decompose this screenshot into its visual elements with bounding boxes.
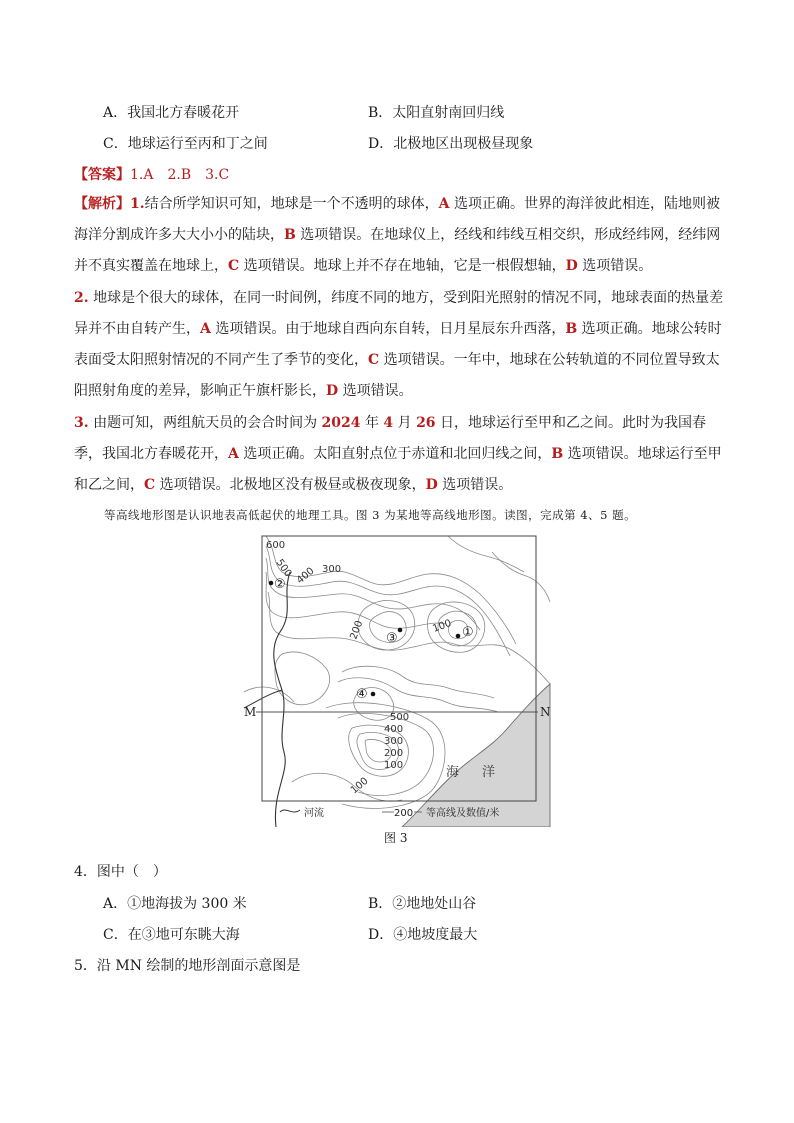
answer-values: 1.A 2.B 3.C bbox=[130, 167, 230, 183]
legend-contour-value: 200 bbox=[394, 808, 414, 819]
answer-line bbox=[74, 164, 229, 184]
label-n: N bbox=[540, 705, 551, 719]
option-a: A．我国北方春暖花开 bbox=[103, 105, 240, 121]
point-2-label: ② bbox=[274, 577, 286, 592]
analysis-tag: 【解析】 bbox=[74, 196, 130, 212]
question-5-stem: 5．沿 MN 绘制的地形剖面示意图是 bbox=[74, 958, 301, 974]
figure-intro: 等高线地形图是认识地表高低起伏的地理工具。图 3 为某地等高线地形图。读图，完成第 4、5 题。 bbox=[104, 508, 637, 522]
label-m: M bbox=[244, 705, 257, 719]
option-b: B．太阳直射南回归线 bbox=[368, 105, 505, 121]
contour-label: 200 bbox=[348, 619, 366, 642]
option-c: C．地球运行至丙和丁之间 bbox=[103, 136, 268, 152]
point-3-dot bbox=[398, 628, 403, 633]
q4-option-c: C．在③地可东眺大海 bbox=[103, 927, 240, 943]
option-d: D．北极地区出现极昼现象 bbox=[368, 136, 534, 152]
question-4-stem: 4．图中（ ） bbox=[74, 864, 167, 880]
option-letter: B bbox=[284, 227, 296, 243]
sea-label: 洋 bbox=[482, 765, 496, 780]
analysis-2-text: 选项错误。一年中，地球在公转轨道的不同位置导致太阳照射角度的差异，影响正午旗杆影长， bbox=[74, 352, 720, 399]
figure-caption: 图 3 bbox=[384, 831, 408, 845]
analysis-1-text: 选项正确。世界的海洋彼此相连，陆地则被海洋分割成许多大大小小的陆块， bbox=[74, 196, 720, 243]
analysis-3-text: 年 bbox=[360, 415, 384, 431]
contour-label: 400 bbox=[294, 565, 317, 587]
analysis-3-text: 由题可知，两组航天员的会合时间为 bbox=[93, 415, 322, 431]
option-letter: D bbox=[425, 477, 438, 493]
analysis-2-text: 地球是个很大的球体，在同一时间例，纬度不同的地方，受到阳光照射的情况不同，地球表面的热量差异并不由自转产生， bbox=[74, 290, 724, 337]
option-letter: B bbox=[551, 446, 564, 462]
point-1-label: ① bbox=[462, 625, 474, 640]
analysis-1-number: 1. bbox=[130, 196, 145, 212]
date-number: 2024 bbox=[321, 415, 361, 431]
contour-label: 300 bbox=[322, 564, 342, 575]
analysis-paragraph-2 bbox=[74, 283, 724, 407]
river-line bbox=[274, 572, 290, 827]
q4-option-b: B．②地地处山谷 bbox=[368, 896, 477, 912]
contour-map bbox=[242, 532, 552, 827]
contour-label: 500 bbox=[273, 557, 294, 580]
analysis-2-number: 2. bbox=[74, 290, 89, 306]
analysis-3-number: 3. bbox=[74, 415, 89, 431]
q4-option-a: A．①地海拔为 300 米 bbox=[103, 896, 247, 912]
legend-contour-text: 等高线及数值/米 bbox=[426, 808, 500, 819]
option-letter: B bbox=[565, 321, 578, 337]
contour-label: 300 bbox=[384, 736, 404, 747]
answer-tag: 【答案】 bbox=[74, 167, 130, 183]
date-number: 26 bbox=[416, 415, 436, 431]
option-letter: C bbox=[144, 477, 156, 493]
contour-label: 100 bbox=[431, 617, 453, 635]
point-2-dot bbox=[269, 581, 274, 586]
analysis-2-text: 选项正确。地球公转时表面受太阳照射情况的不同产生了季节的变化， bbox=[74, 321, 722, 368]
analysis-1-text: 选项错误。 bbox=[577, 258, 653, 274]
option-letter: A bbox=[228, 446, 239, 462]
analysis-3-text: 选项正确。太阳直射点位于赤道和北回归线之间， bbox=[238, 446, 552, 462]
point-4-label: ④ bbox=[356, 687, 368, 702]
analysis-3-text: 日，地球运行至甲和乙之间。此时为我国春季，我国北方春暖花开， bbox=[74, 415, 706, 462]
option-letter: A bbox=[438, 196, 450, 212]
analysis-2-text: 选项错误。 bbox=[338, 383, 413, 399]
date-number: 4 bbox=[383, 415, 394, 431]
point-3-label: ③ bbox=[386, 631, 398, 646]
q4-option-d: D．④地坡度最大 bbox=[368, 927, 478, 943]
contour-label: 200 bbox=[384, 748, 404, 759]
analysis-2-text: 选项错误。由于地球自西向东自转，日月星辰东升西落， bbox=[210, 321, 566, 337]
option-letter: D bbox=[326, 383, 339, 399]
option-letter: C bbox=[228, 258, 240, 274]
analysis-1-text: 结合所学知识可知，地球是一个不透明的球体， bbox=[144, 196, 439, 212]
option-letter: D bbox=[565, 258, 578, 274]
option-letter: A bbox=[200, 321, 211, 337]
contour-label: 400 bbox=[384, 724, 404, 735]
analysis-paragraph-3 bbox=[74, 408, 724, 501]
analysis-3-text: 选项错误。 bbox=[437, 477, 513, 493]
analysis-1-text: 选项错误。在地球仪上，经线和纬线互相交织，形成经纬网，经纬网并不真实覆盖在地球上， bbox=[74, 227, 721, 274]
analysis-3-text: 选项错误。北极地区没有极昼或极夜现象， bbox=[155, 477, 426, 493]
map-legend bbox=[280, 806, 499, 819]
option-letter: C bbox=[368, 352, 380, 368]
point-4-dot bbox=[371, 692, 376, 697]
contour-label: 100 bbox=[348, 775, 371, 797]
contour-label: 600 bbox=[266, 540, 286, 551]
point-1-dot bbox=[456, 634, 461, 639]
analysis-1-text: 选项错误。地球上并不存在地轴，它是一根假想轴， bbox=[239, 258, 566, 274]
legend-river-symbol bbox=[280, 810, 300, 812]
analysis-3-text: 月 bbox=[393, 415, 417, 431]
sea-label: 海 bbox=[446, 765, 460, 780]
contour-label: 500 bbox=[390, 712, 410, 723]
analysis-3-text: 选项错误。地球运行至甲和乙之间， bbox=[74, 446, 722, 493]
sea-area bbox=[402, 684, 550, 827]
contour-label: 100 bbox=[384, 760, 404, 771]
analysis-paragraph-1 bbox=[74, 189, 724, 282]
legend-river-text: 河流 bbox=[304, 808, 324, 819]
